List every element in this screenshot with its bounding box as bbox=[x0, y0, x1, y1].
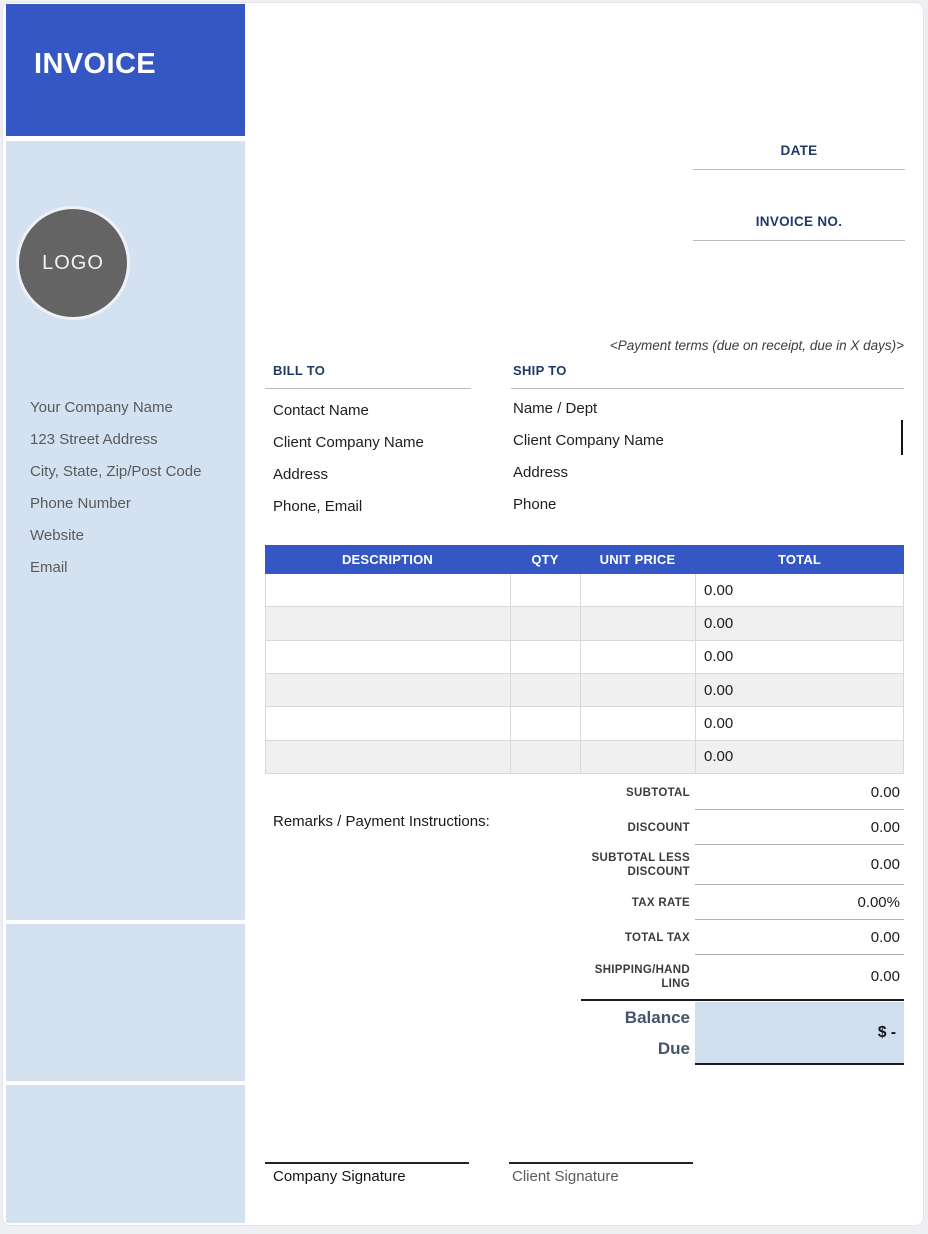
items-table-header bbox=[265, 545, 904, 574]
total-cell[interactable]: 0.00 bbox=[704, 648, 734, 666]
balance-due-value[interactable]: $ - bbox=[695, 1002, 904, 1063]
tax-rate-row bbox=[265, 885, 904, 920]
table-row bbox=[266, 741, 903, 773]
company-info bbox=[30, 392, 240, 584]
total-cell[interactable]: 0.00 bbox=[704, 714, 734, 732]
unit-price-cell[interactable] bbox=[581, 607, 696, 639]
bill-address[interactable]: Address bbox=[273, 466, 329, 483]
tax-rate-label: TAX RATE bbox=[631, 896, 690, 909]
total-tax-value[interactable]: 0.00 bbox=[695, 920, 904, 955]
text-cursor bbox=[901, 420, 903, 455]
tax-rate-value[interactable]: 0.00% bbox=[695, 885, 904, 920]
shipping-handling-label-wrap bbox=[265, 955, 690, 998]
balance-due-label: Balance Due bbox=[624, 1007, 690, 1058]
qty-cell[interactable] bbox=[511, 707, 581, 739]
discount-label-wrap bbox=[265, 810, 690, 845]
discount-row bbox=[265, 810, 904, 845]
total-cell[interactable]: 0.00 bbox=[704, 748, 734, 766]
logo-text: LOGO bbox=[42, 251, 104, 274]
qty-cell[interactable] bbox=[511, 574, 581, 606]
shipping-handling-row bbox=[265, 955, 904, 998]
table-row bbox=[266, 574, 903, 607]
bill-to-label: BILL TO bbox=[273, 363, 326, 378]
ship-name-dept[interactable]: Name / Dept bbox=[513, 400, 598, 417]
invoice-no-field[interactable] bbox=[693, 240, 905, 241]
subtotal-less-discount-row bbox=[265, 845, 904, 885]
company-signature-line[interactable] bbox=[265, 1162, 469, 1164]
ship-phone[interactable]: Phone bbox=[513, 496, 557, 513]
date-field[interactable] bbox=[693, 169, 905, 170]
bill-phone-email[interactable]: Phone, Email bbox=[273, 498, 363, 515]
shipping-handling-value[interactable]: 0.00 bbox=[870, 968, 900, 985]
totals-section bbox=[265, 775, 904, 998]
discount-label: DISCOUNT bbox=[627, 821, 690, 834]
company-website-line[interactable]: Website bbox=[30, 527, 84, 544]
balance-due-bottom-rule bbox=[695, 1063, 904, 1065]
company-street-line[interactable]: 123 Street Address bbox=[30, 431, 158, 448]
table-row bbox=[266, 674, 903, 707]
description-cell[interactable] bbox=[266, 607, 511, 639]
payment-terms-placeholder[interactable]: <Payment terms (due on receipt, due in X days)> bbox=[609, 338, 904, 353]
company-signature-label: Company Signature bbox=[273, 1168, 406, 1185]
unit-price-cell[interactable] bbox=[581, 641, 696, 673]
ship-to-underline bbox=[511, 388, 904, 389]
bill-to-underline bbox=[265, 388, 471, 389]
table-row bbox=[266, 707, 903, 740]
unit-price-cell[interactable] bbox=[581, 707, 696, 739]
total-cell[interactable]: 0.00 bbox=[704, 681, 734, 699]
qty-cell[interactable] bbox=[511, 641, 581, 673]
subtotal-less-discount-label: SUBTOTAL LESS DISCOUNT bbox=[591, 852, 690, 878]
description-cell[interactable] bbox=[266, 574, 511, 606]
bill-contact-name[interactable]: Contact Name bbox=[273, 402, 369, 419]
subtotal-less-discount-value[interactable]: 0.00 bbox=[695, 845, 904, 885]
total-tax-label-wrap bbox=[265, 920, 690, 955]
table-row bbox=[266, 641, 903, 674]
ship-address[interactable]: Address bbox=[513, 464, 569, 481]
bill-to-lines bbox=[273, 395, 424, 523]
shipping-handling-label: SHIPPING/HANDLING bbox=[594, 963, 690, 990]
client-signature-line[interactable] bbox=[509, 1162, 693, 1164]
company-city-line[interactable]: City, State, Zip/Post Code bbox=[30, 463, 202, 480]
qty-cell[interactable] bbox=[511, 741, 581, 773]
qty-cell[interactable] bbox=[511, 607, 581, 639]
items-table bbox=[265, 545, 904, 774]
description-cell[interactable] bbox=[266, 707, 511, 739]
total-cell[interactable]: 0.00 bbox=[704, 614, 734, 632]
invoice-title-block bbox=[6, 4, 245, 136]
col-header-qty: QTY bbox=[531, 552, 559, 567]
col-header-total: TOTAL bbox=[777, 552, 822, 567]
total-tax-label: TOTAL TAX bbox=[624, 931, 690, 944]
discount-value[interactable]: 0.00 bbox=[695, 810, 904, 845]
invoice-no-label: INVOICE NO. bbox=[755, 214, 843, 229]
client-signature-label: Client Signature bbox=[512, 1168, 619, 1185]
company-phone-line[interactable]: Phone Number bbox=[30, 495, 131, 512]
total-tax-row bbox=[265, 920, 904, 955]
description-cell[interactable] bbox=[266, 741, 511, 773]
col-header-description: DESCRIPTION bbox=[341, 552, 434, 567]
subtotal-row bbox=[265, 775, 904, 810]
unit-price-cell[interactable] bbox=[581, 741, 696, 773]
qty-cell[interactable] bbox=[511, 674, 581, 706]
unit-price-cell[interactable] bbox=[581, 674, 696, 706]
items-table-body bbox=[265, 574, 904, 774]
subtotal-less-discount-label-wrap bbox=[265, 845, 690, 885]
remarks-label: Remarks / Payment Instructions: bbox=[273, 813, 490, 830]
sidebar-section-bottom bbox=[6, 1085, 245, 1223]
invoice-card bbox=[2, 2, 924, 1226]
balance-due-label-wrap bbox=[265, 1002, 690, 1063]
subtotal-label-wrap bbox=[265, 775, 690, 810]
table-row bbox=[266, 607, 903, 640]
description-cell[interactable] bbox=[266, 641, 511, 673]
subtotal-value[interactable]: 0.00 bbox=[695, 775, 904, 810]
ship-to-label: SHIP TO bbox=[513, 363, 567, 378]
company-name-line[interactable]: Your Company Name bbox=[30, 399, 173, 416]
ship-company-name[interactable]: Client Company Name bbox=[513, 432, 664, 449]
total-cell[interactable]: 0.00 bbox=[704, 581, 734, 599]
logo-placeholder[interactable] bbox=[16, 206, 130, 320]
company-email-line[interactable]: Email bbox=[30, 559, 68, 576]
ship-to-lines bbox=[513, 393, 664, 521]
date-label: DATE bbox=[780, 143, 818, 158]
tax-rate-label-wrap bbox=[265, 885, 690, 920]
col-header-unit-price: UNIT PRICE bbox=[599, 552, 676, 567]
page-title: INVOICE bbox=[34, 48, 157, 80]
bill-company-name[interactable]: Client Company Name bbox=[273, 434, 424, 451]
subtotal-label: SUBTOTAL bbox=[626, 786, 690, 799]
unit-price-cell[interactable] bbox=[581, 574, 696, 606]
sidebar-section-middle bbox=[6, 924, 245, 1081]
description-cell[interactable] bbox=[266, 674, 511, 706]
